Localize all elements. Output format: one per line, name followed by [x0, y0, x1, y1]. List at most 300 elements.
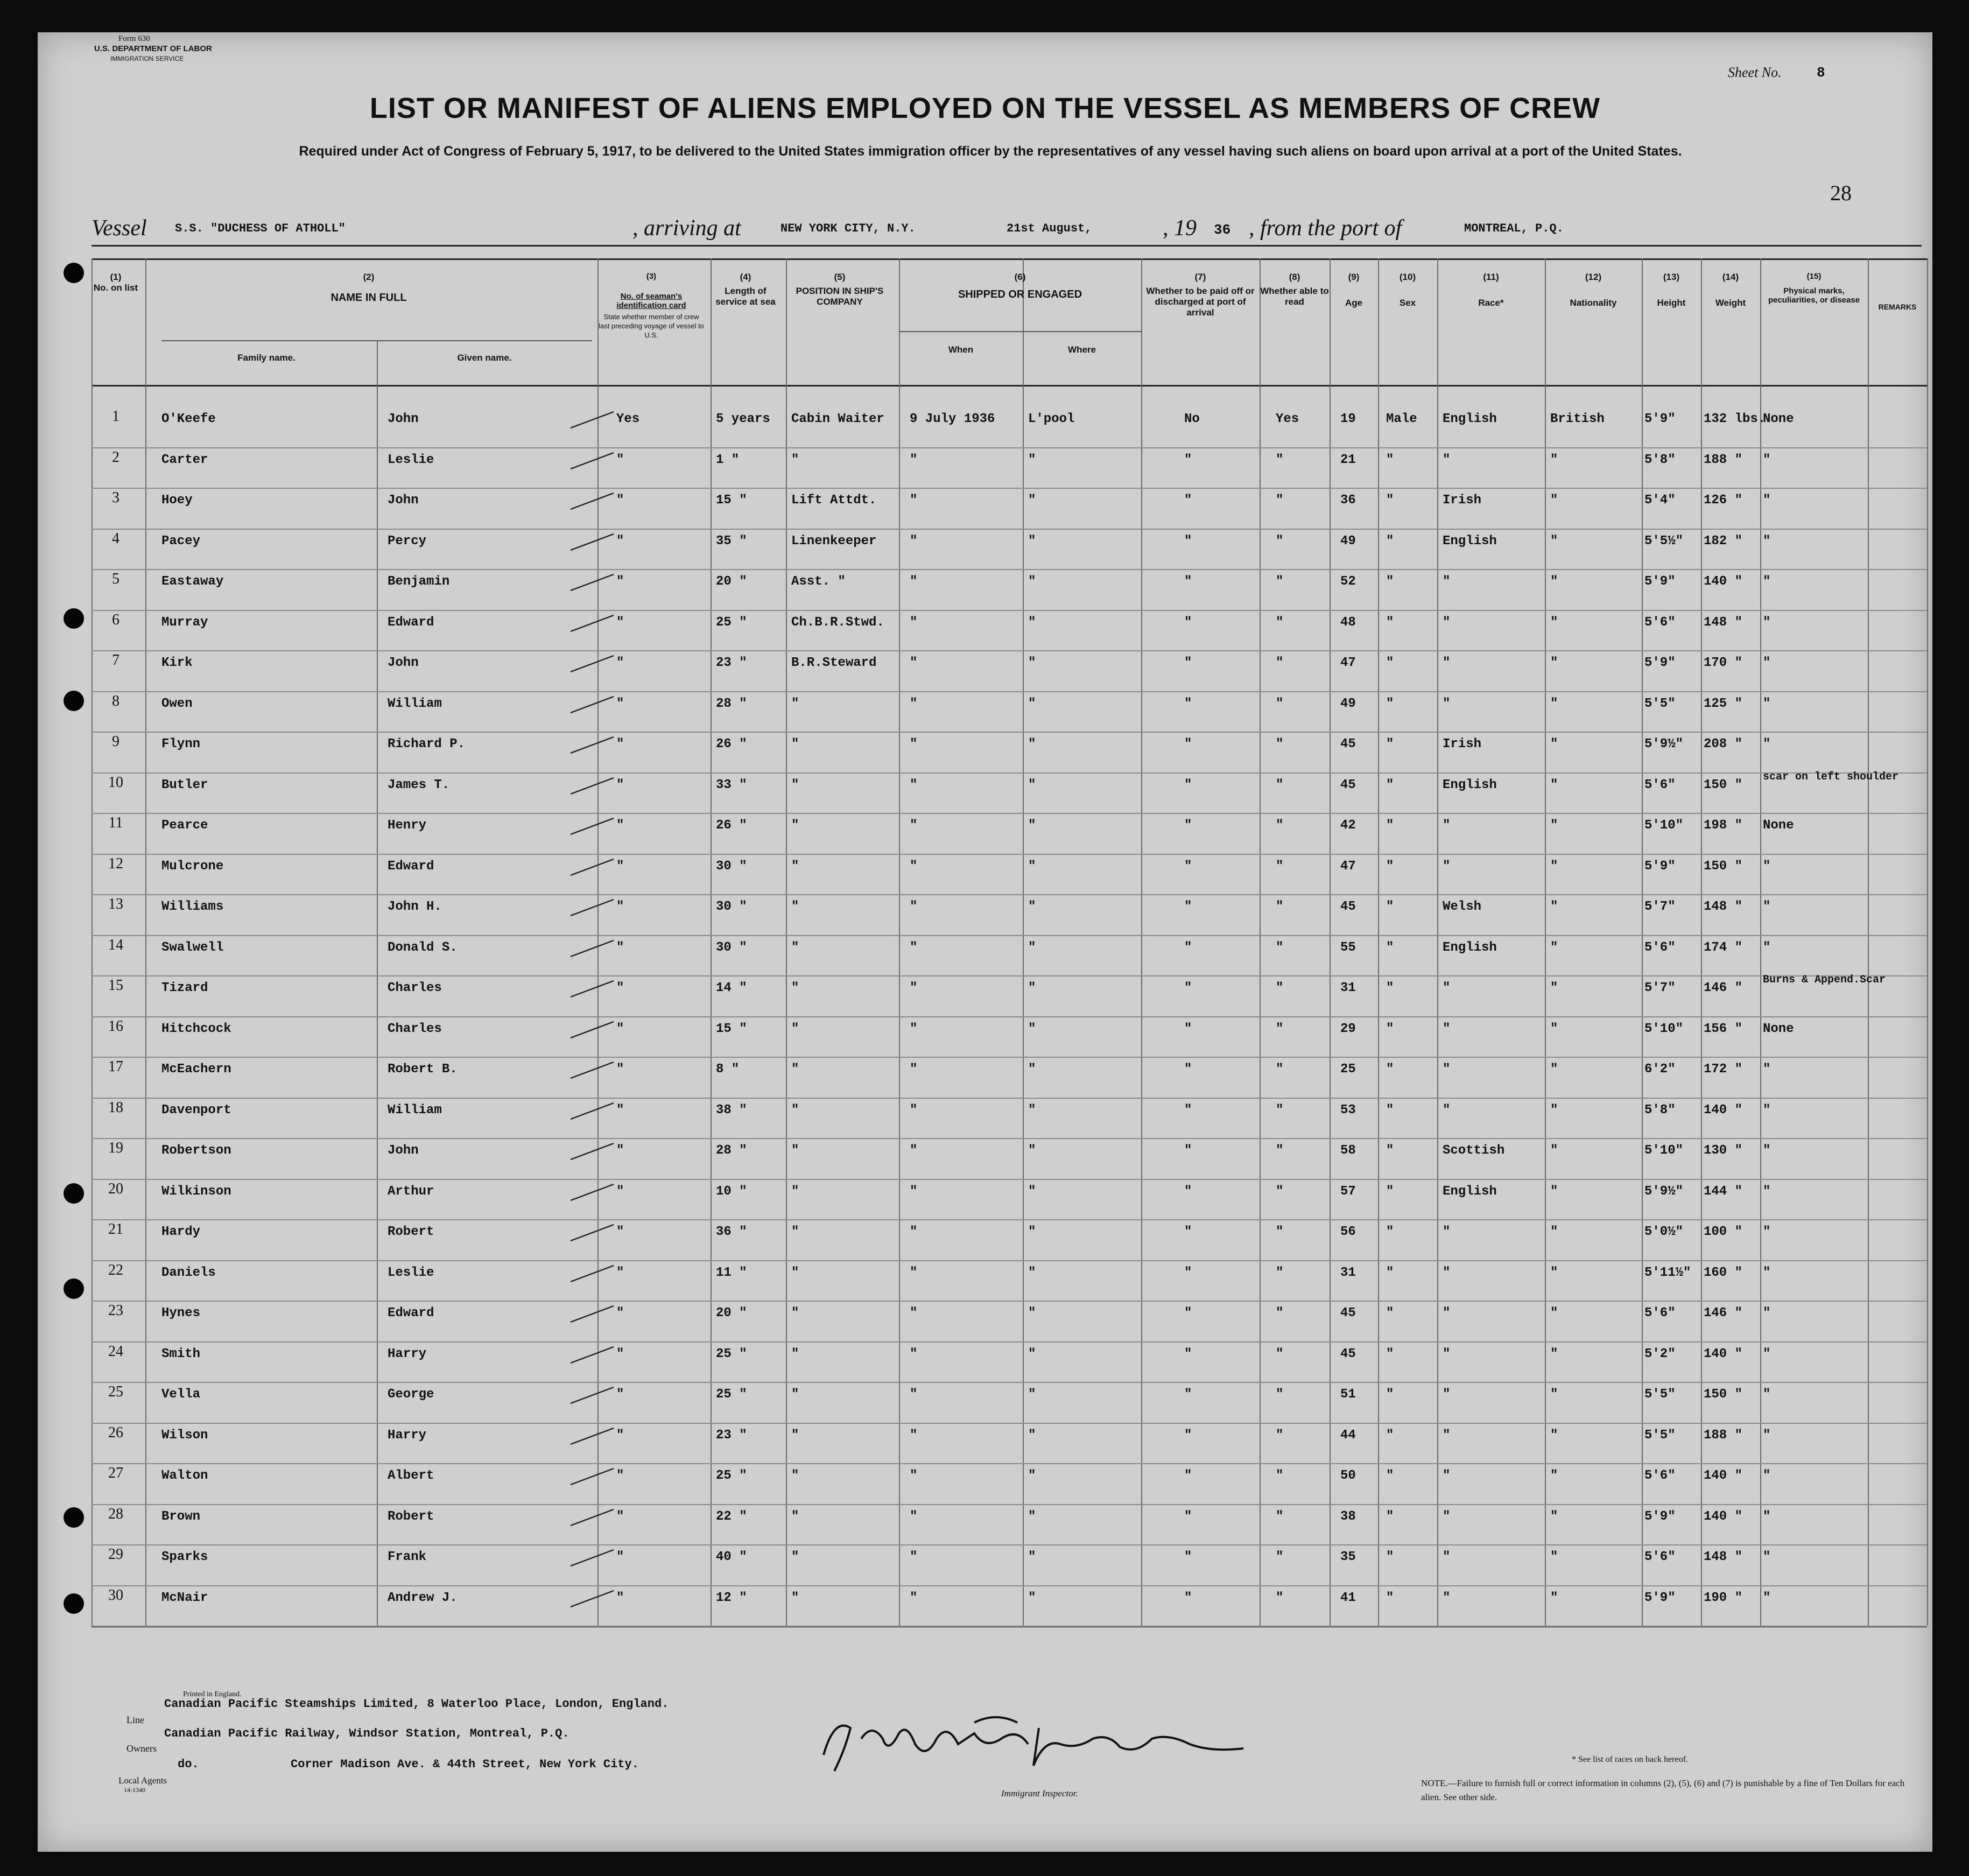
id-card: "	[616, 493, 624, 508]
service-length: 26 "	[716, 818, 747, 833]
service-length: 22 "	[716, 1509, 747, 1524]
race: "	[1443, 574, 1451, 589]
id-card: "	[616, 981, 624, 995]
page-title: LIST OR MANIFEST OF ALIENS EMPLOYED ON THE VESSEL AS MEMBERS OF CREW	[369, 92, 1601, 124]
check-mark-icon	[568, 490, 616, 512]
shipped-when: 9 July 1936	[910, 412, 995, 426]
paid-off: "	[1184, 1184, 1192, 1199]
binder-hole	[64, 1507, 84, 1528]
shipped-where: "	[1028, 940, 1036, 955]
able-to-read: "	[1276, 452, 1284, 467]
row-number: 22	[108, 1261, 123, 1278]
given-name: Leslie	[388, 452, 434, 467]
column-rule	[1701, 258, 1702, 1626]
age: 31	[1340, 981, 1356, 995]
race: "	[1443, 1590, 1451, 1605]
family-name: McEachern	[161, 1062, 231, 1077]
shipped-when: "	[910, 940, 918, 955]
row-number: 10	[108, 774, 123, 791]
manifest-sheet	[38, 32, 1932, 1852]
col-where: Where	[1068, 345, 1096, 355]
nationality: "	[1550, 1225, 1558, 1239]
shipped-where: "	[1028, 1550, 1036, 1564]
physical-marks: scar on left shoulder	[1763, 770, 1899, 783]
column-rule	[899, 258, 900, 1626]
id-card: "	[616, 1062, 624, 1077]
age: 38	[1340, 1509, 1356, 1524]
family-name: Daniels	[161, 1265, 216, 1280]
sex: "	[1386, 615, 1394, 630]
physical-marks: "	[1763, 1509, 1771, 1524]
paid-off: "	[1184, 533, 1192, 549]
check-mark-icon	[568, 775, 616, 797]
age: 36	[1340, 493, 1356, 508]
id-card: "	[616, 1469, 624, 1483]
weight: 172 "	[1704, 1062, 1743, 1077]
id-card: "	[616, 1387, 624, 1402]
weight: 140 "	[1704, 1509, 1743, 1524]
row-number: 9	[112, 733, 119, 750]
col15-number: (15)	[1806, 272, 1822, 281]
nationality: "	[1550, 452, 1558, 467]
row-rule	[92, 1585, 1927, 1586]
name-divider	[161, 340, 592, 341]
row-rule	[92, 529, 1927, 530]
footer-agents-address: Corner Madison Ave. & 44th Street, New York City.	[291, 1758, 639, 1771]
column-rule	[711, 258, 712, 1626]
physical-marks: "	[1763, 940, 1771, 955]
family-name: Brown	[161, 1509, 201, 1524]
row-rule	[92, 1219, 1927, 1220]
physical-marks: "	[1763, 656, 1771, 670]
shipped-where: "	[1028, 1387, 1036, 1402]
height: 5'8"	[1644, 452, 1676, 467]
race: "	[1443, 1387, 1451, 1402]
age: 45	[1340, 900, 1356, 914]
row-number: 4	[112, 530, 119, 547]
family-name: Williams	[161, 900, 224, 914]
shipped-when: "	[910, 574, 918, 589]
id-card: "	[616, 818, 624, 833]
paid-off: "	[1184, 493, 1192, 508]
nationality: "	[1550, 777, 1558, 792]
column-rule	[1868, 258, 1869, 1626]
paid-off: "	[1184, 1550, 1192, 1564]
shipped-when: "	[910, 696, 918, 711]
physical-marks: "	[1763, 574, 1771, 589]
shipped-when: "	[910, 533, 918, 549]
able-to-read: "	[1276, 1509, 1284, 1524]
weight: 148 "	[1704, 900, 1743, 914]
row-rule	[92, 732, 1927, 733]
row-number: 29	[108, 1546, 123, 1563]
weight: 132 lbs.	[1704, 412, 1766, 426]
given-name: Henry	[388, 818, 427, 833]
able-to-read: "	[1276, 1143, 1284, 1158]
family-name: Pacey	[161, 533, 201, 549]
nationality: "	[1550, 1346, 1558, 1361]
height: 5'5"	[1644, 1428, 1676, 1443]
height: 5'6"	[1644, 1550, 1676, 1564]
id-card: "	[616, 900, 624, 914]
sex: "	[1386, 1062, 1394, 1077]
paid-off: "	[1184, 1225, 1192, 1239]
sex: "	[1386, 1265, 1394, 1280]
id-card: "	[616, 1102, 624, 1118]
shipped-divider	[899, 331, 1141, 332]
shipped-where: "	[1028, 533, 1036, 549]
id-card: "	[616, 1143, 624, 1158]
col8-number: (8)	[1289, 272, 1300, 282]
physical-marks: "	[1763, 533, 1771, 549]
row-number: 19	[108, 1140, 123, 1156]
check-mark-icon	[568, 531, 616, 553]
age: 50	[1340, 1469, 1356, 1483]
position: "	[791, 1143, 799, 1158]
paid-off: "	[1184, 1590, 1192, 1605]
id-card: "	[616, 1428, 624, 1443]
nationality: "	[1550, 900, 1558, 914]
race: "	[1443, 1428, 1451, 1443]
nationality: "	[1550, 1143, 1558, 1158]
footer-owners-company: Canadian Pacific Railway, Windsor Station, Montreal, P.Q.	[164, 1727, 569, 1740]
nationality: "	[1550, 1265, 1558, 1280]
nationality: British	[1550, 412, 1605, 426]
check-mark-icon	[568, 1059, 616, 1081]
id-card: "	[616, 452, 624, 467]
race: "	[1443, 1346, 1451, 1361]
race-note: * See list of races on back hereof.	[1572, 1755, 1688, 1764]
penalty-note: NOTE.—Failure to furnish full or correct information in columns (2), (5), (6) and (7) is punishable by a fine of Ten Dollars for each alien. See other side.	[1421, 1778, 1905, 1802]
physical-marks: "	[1763, 1306, 1771, 1320]
age: 45	[1340, 1306, 1356, 1320]
race: Irish	[1443, 737, 1482, 751]
age: 45	[1340, 737, 1356, 751]
given-name: William	[388, 1102, 442, 1118]
nationality: "	[1550, 1306, 1558, 1320]
given-name: Charles	[388, 981, 442, 995]
able-to-read: "	[1276, 1225, 1284, 1239]
id-card: "	[616, 1590, 624, 1605]
col-race: Race*	[1478, 298, 1504, 308]
shipped-where: "	[1028, 1184, 1036, 1199]
service-length: 30 "	[716, 940, 747, 955]
service-length: 35 "	[716, 533, 747, 549]
position: "	[791, 1387, 799, 1402]
arriving-label: , arriving at	[632, 216, 741, 241]
sex: "	[1386, 452, 1394, 467]
row-rule	[92, 1016, 1927, 1017]
physical-marks: "	[1763, 1550, 1771, 1564]
given-name: John	[388, 656, 419, 670]
able-to-read: "	[1276, 1550, 1284, 1564]
position: "	[791, 1346, 799, 1361]
able-to-read: "	[1276, 1387, 1284, 1402]
check-mark-icon	[568, 450, 616, 472]
physical-marks: None	[1763, 1021, 1794, 1036]
paid-off: "	[1184, 615, 1192, 630]
shipped-where: "	[1028, 452, 1036, 467]
height: 5'4"	[1644, 493, 1676, 508]
paid-off: No	[1184, 412, 1200, 426]
race: "	[1443, 859, 1451, 874]
shipped-where: "	[1028, 1143, 1036, 1158]
weight: 140 "	[1704, 574, 1743, 589]
paid-off: "	[1184, 940, 1192, 955]
paid-off: "	[1184, 1428, 1192, 1443]
row-number: 23	[108, 1302, 123, 1319]
column-rule	[1545, 258, 1546, 1626]
col-physical-marks: Physical marks, peculiarities, or disease	[1768, 286, 1860, 305]
service-length: 8 "	[716, 1062, 740, 1077]
sex: "	[1386, 574, 1394, 589]
col-when: When	[948, 345, 974, 355]
given-name: Robert	[388, 1509, 434, 1524]
shipped-where: "	[1028, 1428, 1036, 1443]
race: "	[1443, 1062, 1451, 1077]
row-number: 14	[108, 936, 123, 953]
sex: "	[1386, 1509, 1394, 1524]
nationality: "	[1550, 493, 1558, 508]
given-name: Richard P.	[388, 737, 466, 751]
height: 5'6"	[1644, 1469, 1676, 1483]
local-agents-label: Local Agents	[118, 1775, 167, 1786]
age: 25	[1340, 1062, 1356, 1077]
race: "	[1443, 818, 1451, 833]
shipped-when: "	[910, 493, 918, 508]
given-name: Edward	[388, 615, 434, 630]
vessel-label: Vessel	[92, 216, 147, 241]
sex: "	[1386, 1102, 1394, 1118]
arriving-at: NEW YORK CITY, N.Y.	[780, 222, 916, 235]
col-height: Height	[1657, 298, 1686, 308]
col-nationality: Nationality	[1570, 298, 1617, 308]
able-to-read: "	[1276, 940, 1284, 955]
race: "	[1443, 452, 1451, 467]
weight: 140 "	[1704, 1346, 1743, 1361]
id-card: "	[616, 1021, 624, 1036]
service-length: 25 "	[716, 1346, 747, 1361]
col-remarks: REMARKS	[1878, 303, 1917, 311]
position: Linenkeeper	[791, 533, 877, 549]
height: 5'9"	[1644, 412, 1676, 426]
check-mark-icon	[568, 1588, 616, 1610]
service-length: 28 "	[716, 696, 747, 711]
arrival-year: 36	[1214, 222, 1231, 238]
service-length: 11 "	[716, 1265, 747, 1280]
age: 45	[1340, 1346, 1356, 1361]
sex: "	[1386, 981, 1394, 995]
weight: 182 "	[1704, 533, 1743, 549]
col6-number: (6)	[1014, 272, 1026, 282]
position: Ch.B.R.Stwd.	[791, 615, 884, 630]
race: "	[1443, 1469, 1451, 1483]
row-number: 24	[108, 1343, 123, 1360]
shipped-where: "	[1028, 900, 1036, 914]
race: "	[1443, 615, 1451, 630]
shipped-when: "	[910, 777, 918, 792]
sex: "	[1386, 1306, 1394, 1320]
col-weight: Weight	[1715, 298, 1746, 308]
col5-number: (5)	[834, 272, 846, 282]
shipped-when: "	[910, 1387, 918, 1402]
check-mark-icon	[568, 653, 616, 674]
given-name: Arthur	[388, 1184, 434, 1199]
col9-number: (9)	[1348, 272, 1360, 282]
check-mark-icon	[568, 1263, 616, 1284]
check-mark-icon	[568, 856, 616, 878]
paid-off: "	[1184, 452, 1192, 467]
shipped-when: "	[910, 859, 918, 874]
age: 47	[1340, 656, 1356, 670]
race: "	[1443, 1550, 1451, 1564]
shipped-where: "	[1028, 737, 1036, 751]
physical-marks: "	[1763, 1225, 1771, 1239]
row-rule	[92, 569, 1927, 570]
binder-hole	[64, 263, 84, 283]
form-number: Form 630	[118, 34, 150, 43]
service-length: 30 "	[716, 900, 747, 914]
col-shipped-engaged: SHIPPED OR ENGAGED	[958, 289, 1082, 300]
id-card: "	[616, 1550, 624, 1564]
physical-marks: "	[1763, 1387, 1771, 1402]
weight: 150 "	[1704, 859, 1743, 874]
paid-off: "	[1184, 1062, 1192, 1077]
age: 41	[1340, 1590, 1356, 1605]
age: 57	[1340, 1184, 1356, 1199]
nationality: "	[1550, 574, 1558, 589]
service-length: 40 "	[716, 1550, 747, 1564]
table-top-rule	[92, 258, 1927, 260]
physical-marks: None	[1763, 412, 1794, 426]
height: 5'11½"	[1644, 1265, 1691, 1280]
col-sex: Sex	[1399, 298, 1416, 308]
age: 51	[1340, 1387, 1356, 1402]
height: 5'2"	[1644, 1346, 1676, 1361]
position: Asst. "	[791, 574, 846, 589]
age: 19	[1340, 412, 1356, 426]
sex: "	[1386, 533, 1394, 549]
sheet-label: Sheet No.	[1728, 65, 1782, 80]
from-port: MONTREAL, P.Q.	[1464, 222, 1564, 235]
service-length: 25 "	[716, 1469, 747, 1483]
row-rule	[92, 1463, 1927, 1464]
shipped-where: "	[1028, 574, 1036, 589]
height: 5'6"	[1644, 1306, 1676, 1320]
height: 5'6"	[1644, 615, 1676, 630]
weight: 170 "	[1704, 656, 1743, 670]
physical-marks: "	[1763, 615, 1771, 630]
check-mark-icon	[568, 1182, 616, 1203]
sex: "	[1386, 1346, 1394, 1361]
race: Irish	[1443, 493, 1482, 508]
service-length: 23 "	[716, 1428, 747, 1443]
sex: "	[1386, 818, 1394, 833]
able-to-read: "	[1276, 1428, 1284, 1443]
row-number: 8	[112, 692, 119, 709]
check-mark-icon	[568, 1385, 616, 1406]
shipped-where: L'pool	[1028, 412, 1075, 426]
check-mark-icon	[568, 1222, 616, 1243]
col-name-in-full: NAME IN FULL	[330, 292, 407, 304]
physical-marks: None	[1763, 818, 1794, 833]
family-name: Hoey	[161, 493, 193, 508]
row-number: 25	[108, 1383, 123, 1400]
column-rule	[1760, 258, 1761, 1626]
col12-number: (12)	[1585, 272, 1602, 282]
check-mark-icon	[568, 734, 616, 756]
row-rule	[92, 1626, 1927, 1627]
given-name: James T.	[388, 777, 450, 792]
able-to-read: "	[1276, 777, 1284, 792]
family-name: Hynes	[161, 1306, 201, 1320]
height: 5'10"	[1644, 818, 1684, 833]
weight: 146 "	[1704, 981, 1743, 995]
shipped-when: "	[910, 1021, 918, 1036]
id-card: "	[616, 1184, 624, 1199]
shipped-when: "	[910, 1509, 918, 1524]
sex: "	[1386, 493, 1394, 508]
check-mark-icon	[568, 978, 616, 1000]
nationality: "	[1550, 533, 1558, 549]
service-length: 10 "	[716, 1184, 747, 1199]
paid-off: "	[1184, 1143, 1192, 1158]
position: "	[791, 1184, 799, 1199]
row-number: 21	[108, 1221, 123, 1238]
position: "	[791, 1225, 799, 1239]
shipped-where: "	[1028, 1062, 1036, 1077]
paid-off: "	[1184, 696, 1192, 711]
able-to-read: "	[1276, 1590, 1284, 1605]
family-name: Mulcrone	[161, 859, 224, 874]
binder-hole	[64, 1593, 84, 1614]
weight: 190 "	[1704, 1590, 1743, 1605]
shipped-where: "	[1028, 1590, 1036, 1605]
shipped-where: "	[1028, 615, 1036, 630]
nationality: "	[1550, 1590, 1558, 1605]
age: 49	[1340, 696, 1356, 711]
race: "	[1443, 1102, 1451, 1118]
family-name: Vella	[161, 1387, 201, 1402]
sex: "	[1386, 1021, 1394, 1036]
shipped-where: "	[1028, 1346, 1036, 1361]
row-rule	[92, 691, 1927, 692]
able-to-read: "	[1276, 1184, 1284, 1199]
physical-marks: "	[1763, 1143, 1771, 1158]
weight: 160 "	[1704, 1265, 1743, 1280]
row-number: 1	[112, 408, 119, 425]
col10-number: (10)	[1399, 272, 1416, 282]
physical-marks: Burns & Append.Scar	[1763, 974, 1886, 986]
paid-off: "	[1184, 777, 1192, 792]
inspector-label: Immigrant Inspector.	[1001, 1788, 1078, 1798]
paid-off: "	[1184, 1265, 1192, 1280]
row-rule	[92, 813, 1927, 814]
check-mark-icon	[568, 1141, 616, 1162]
row-rule	[92, 1504, 1927, 1505]
check-mark-icon	[568, 1100, 616, 1122]
column-rule	[1023, 258, 1024, 1626]
weight: 148 "	[1704, 615, 1743, 630]
age: 47	[1340, 859, 1356, 874]
column-rule	[1927, 258, 1928, 1626]
col-no-on-list: No. on list	[93, 283, 138, 293]
position: "	[791, 940, 799, 955]
paid-off: "	[1184, 1469, 1192, 1483]
able-to-read: "	[1276, 696, 1284, 711]
shipped-when: "	[910, 1143, 918, 1158]
sex: "	[1386, 656, 1394, 670]
